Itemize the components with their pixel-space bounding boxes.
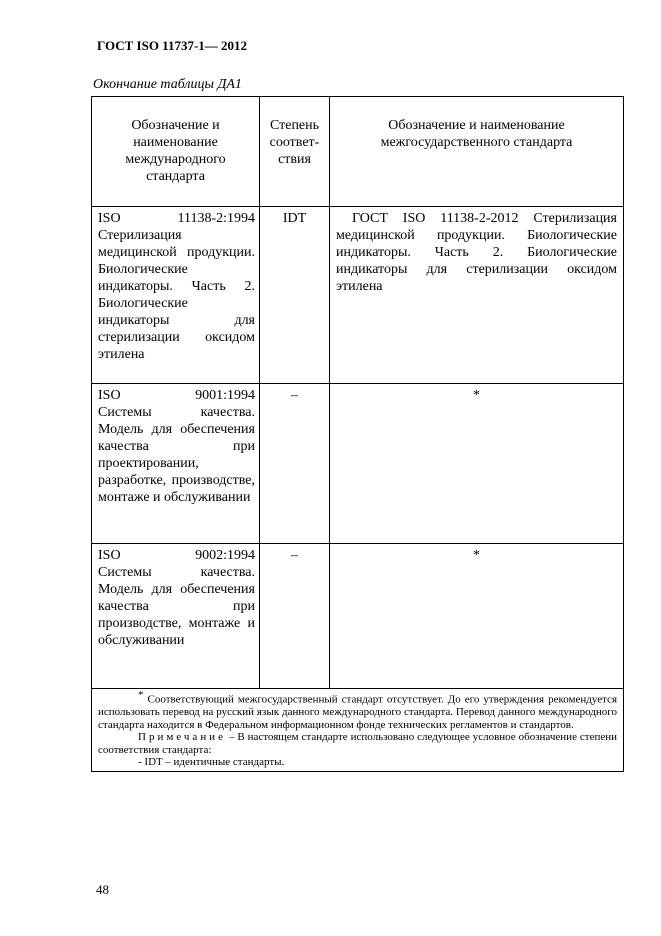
intl-title: Системы качества. Модель для обеспечения качества при проектировании, разработке, производстве, монтаже и обслуживании — [98, 405, 255, 505]
intl-number: 9002:1994 — [195, 548, 255, 563]
table-row — [92, 544, 624, 689]
column-header-degree: Степень соответ-ствия — [260, 97, 330, 207]
column-header-international: Обозначение и наименование международного стандарта — [92, 97, 260, 207]
footnote-star: * — [138, 689, 144, 701]
intl-code: ISO — [98, 211, 121, 226]
idt-line: - IDT – идентичные стандарты. — [138, 756, 285, 769]
footnote-row — [92, 689, 624, 772]
table-row — [92, 384, 624, 544]
intl-code: ISO — [98, 388, 121, 403]
document-header: ГОСТ ISO 11737-1— 2012 — [97, 38, 248, 53]
international-standard-cell — [92, 384, 260, 544]
footnote-body: Соответствующий межгосударственный стандарт отсутствует. До его утверждения рекомендуется использовать перевод на русский язык данного международного стандарта. Перевод данного международного стандарта находится в Федеральном информационном фонде технических регламентов и стандартов. — [98, 693, 617, 731]
footnote-cell — [92, 689, 624, 772]
page-number: 48 — [96, 882, 109, 897]
degree-cell: – — [260, 384, 330, 544]
interstate-standard-cell: * — [330, 544, 624, 689]
column-header-interstate: Обозначение и наименование межгосударственного стандарта — [330, 97, 624, 207]
note-text: – В настоящем стандарте использовано следующее условное обозначение степени соответствия стандарта: — [98, 731, 617, 756]
footnote-text — [98, 689, 617, 731]
table-header-row — [92, 97, 624, 207]
standards-table — [91, 96, 624, 772]
table-row — [92, 207, 624, 384]
degree-cell: IDT — [260, 207, 330, 384]
table-caption: Окончание таблицы ДА1 — [93, 77, 242, 92]
note-paragraph — [98, 731, 617, 756]
intl-title: Системы качества. Модель для обеспечения качества при производстве, монтаже и обслуживании — [98, 565, 255, 648]
intl-title: Стерилизация медицинской продукции. Биологические индикаторы. Часть 2. Биологические индикаторы для стерилизации оксидом этилена — [98, 228, 255, 362]
international-standard-cell — [92, 207, 260, 384]
intl-number: 9001:1994 — [195, 388, 255, 403]
degree-cell: – — [260, 544, 330, 689]
intl-number: 11138-2:1994 — [177, 211, 255, 226]
note-label: Примечание — [138, 731, 226, 744]
interstate-standard-cell: * — [330, 384, 624, 544]
intl-code: ISO — [98, 548, 121, 563]
international-standard-cell — [92, 544, 260, 689]
interstate-standard-cell: ГОСТ ISO 11138-2-2012 Стерилизация медицинской продукции. Биологические индикаторы. Часть 2. Биологические индикаторы для стерилизации оксидом этилена — [330, 207, 624, 384]
